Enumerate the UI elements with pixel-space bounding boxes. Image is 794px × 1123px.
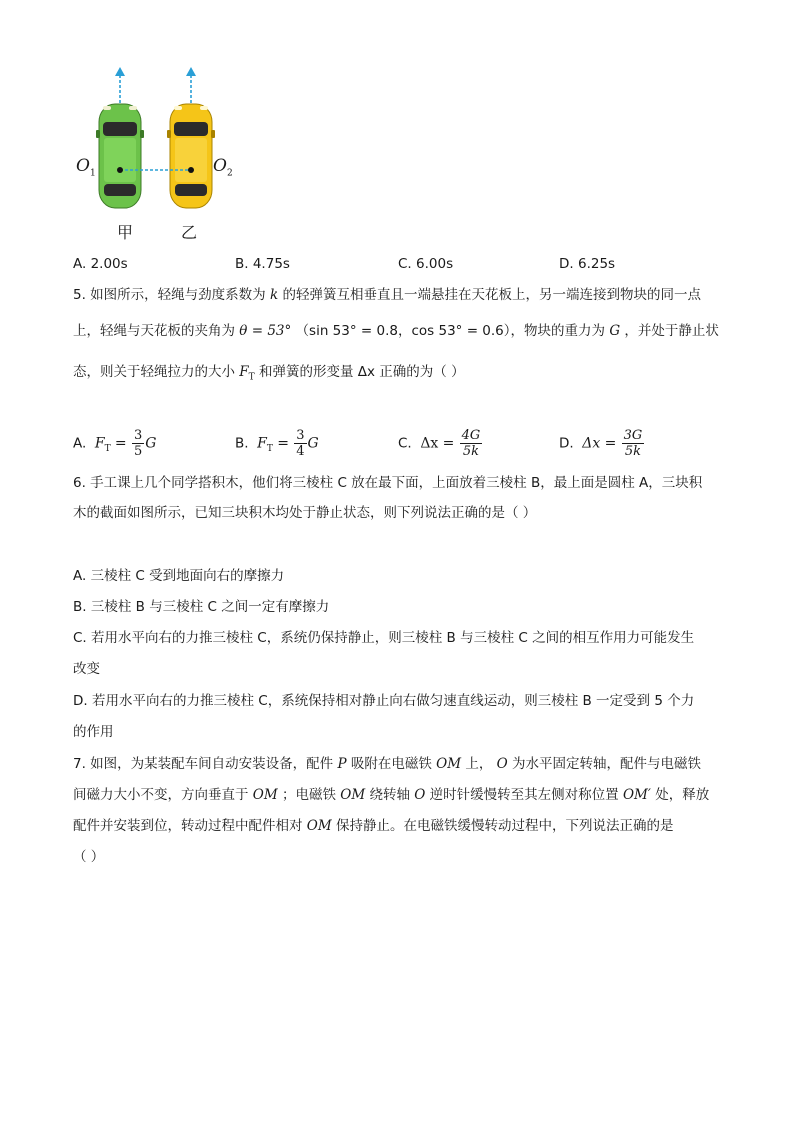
q5-option-c: C. Δx = $\frac{4G}{5k}$ (398, 428, 481, 459)
arrow-right-head (186, 67, 196, 76)
q6-option-c-1: C. 若用水平向右的力推三棱柱 C，系统仍保持静止，则三棱柱 B 与三棱柱 C 之间的相互作用力可能发生 (73, 630, 695, 646)
q4-option-d: D. 6.25s (559, 256, 616, 272)
label-car-right: 乙 (181, 223, 198, 242)
center-o1 (117, 167, 123, 173)
q4-option-a: A. 2.00s (73, 256, 128, 272)
q7-line-1: 7. 如图，为某装配车间自动安装设备，配件 P 吸附在电磁铁 OM 上， O 为水平固定转轴，配件与电磁铁 (73, 756, 702, 772)
yellow-car (167, 104, 215, 208)
q7-line-3: 配件并安装到位，转动过程中配件相对 OM 保持静止。在电磁铁缓慢转动过程中，下列说法正确的是 (73, 818, 674, 834)
q5-option-b: B. $F_T$ = $\frac{3}{4}$ G (235, 428, 319, 459)
label-o1: $O_1$ (76, 156, 96, 179)
cars-diagram (70, 62, 250, 247)
q6-line-1: 6. 手工课上几个同学搭积木，他们将三棱柱 C 放在最下面，上面放着三棱柱 B，最上面是圆柱 A，三块积 (73, 475, 703, 491)
q6-option-c-2: 改变 (73, 661, 100, 677)
q5-option-a: A. $F_T$ = $\frac{3}{5}$ G (73, 428, 157, 459)
fraction: $\frac{3}{5}$ (133, 428, 143, 459)
q4-option-b: B. 4.75s (235, 256, 290, 272)
fraction: $\frac{4G}{5k}$ (461, 428, 481, 459)
q5-line-1: 5. 如图所示，轻绳与劲度系数为 k 的轻弹簧互相垂直且一端悬挂在天花板上，另一端连接到物块的同一点 (73, 287, 701, 303)
q6-option-b: B. 三棱柱 B 与三棱柱 C 之间一定有摩擦力 (73, 599, 330, 615)
q6-line-2: 木的截面如图所示，已知三块积木均处于静止状态，则下列说法正确的是（ ） (73, 505, 537, 521)
q5-line-2: 上，轻绳与天花板的夹角为 θ = 53° （sin 53° = 0.8，cos 53° = 0.6），物块的重力为 G ，并处于静止状 (73, 323, 719, 339)
q7-line-4: （ ） (73, 849, 105, 865)
center-o2 (188, 167, 194, 173)
q4-option-c: C. 6.00s (398, 256, 454, 272)
q6-option-a: A. 三棱柱 C 受到地面向右的摩擦力 (73, 568, 285, 584)
cars-figure (70, 62, 250, 247)
q6-option-d-1: D. 若用水平向右的力推三棱柱 C，系统保持相对静止向右做匀速直线运动，则三棱柱 B 一定受到 5 个力 (73, 693, 695, 709)
q6-option-d-2: 的作用 (73, 724, 114, 740)
arrow-left-head (115, 67, 125, 76)
green-car (96, 104, 144, 208)
label-o2: $O_2$ (213, 156, 233, 179)
q7-line-2: 间磁力大小不变，方向垂直于 OM ；电磁铁 OM 绕转轴 O 逆时针缓慢转至其左侧对称位置 OM′ 处，释放 (73, 787, 710, 803)
fraction: $\frac{3}{4}$ (296, 428, 305, 459)
q5-line-3: 态，则关于轻绳拉力的大小 $F_T$ 和弹簧的形变量 Δx 正确的为（ ） (73, 364, 465, 383)
label-car-left: 甲 (117, 223, 134, 242)
fraction: $\frac{3G}{5k}$ (623, 428, 643, 459)
q5-option-d: D. Δx = $\frac{3G}{5k}$ (559, 428, 643, 459)
